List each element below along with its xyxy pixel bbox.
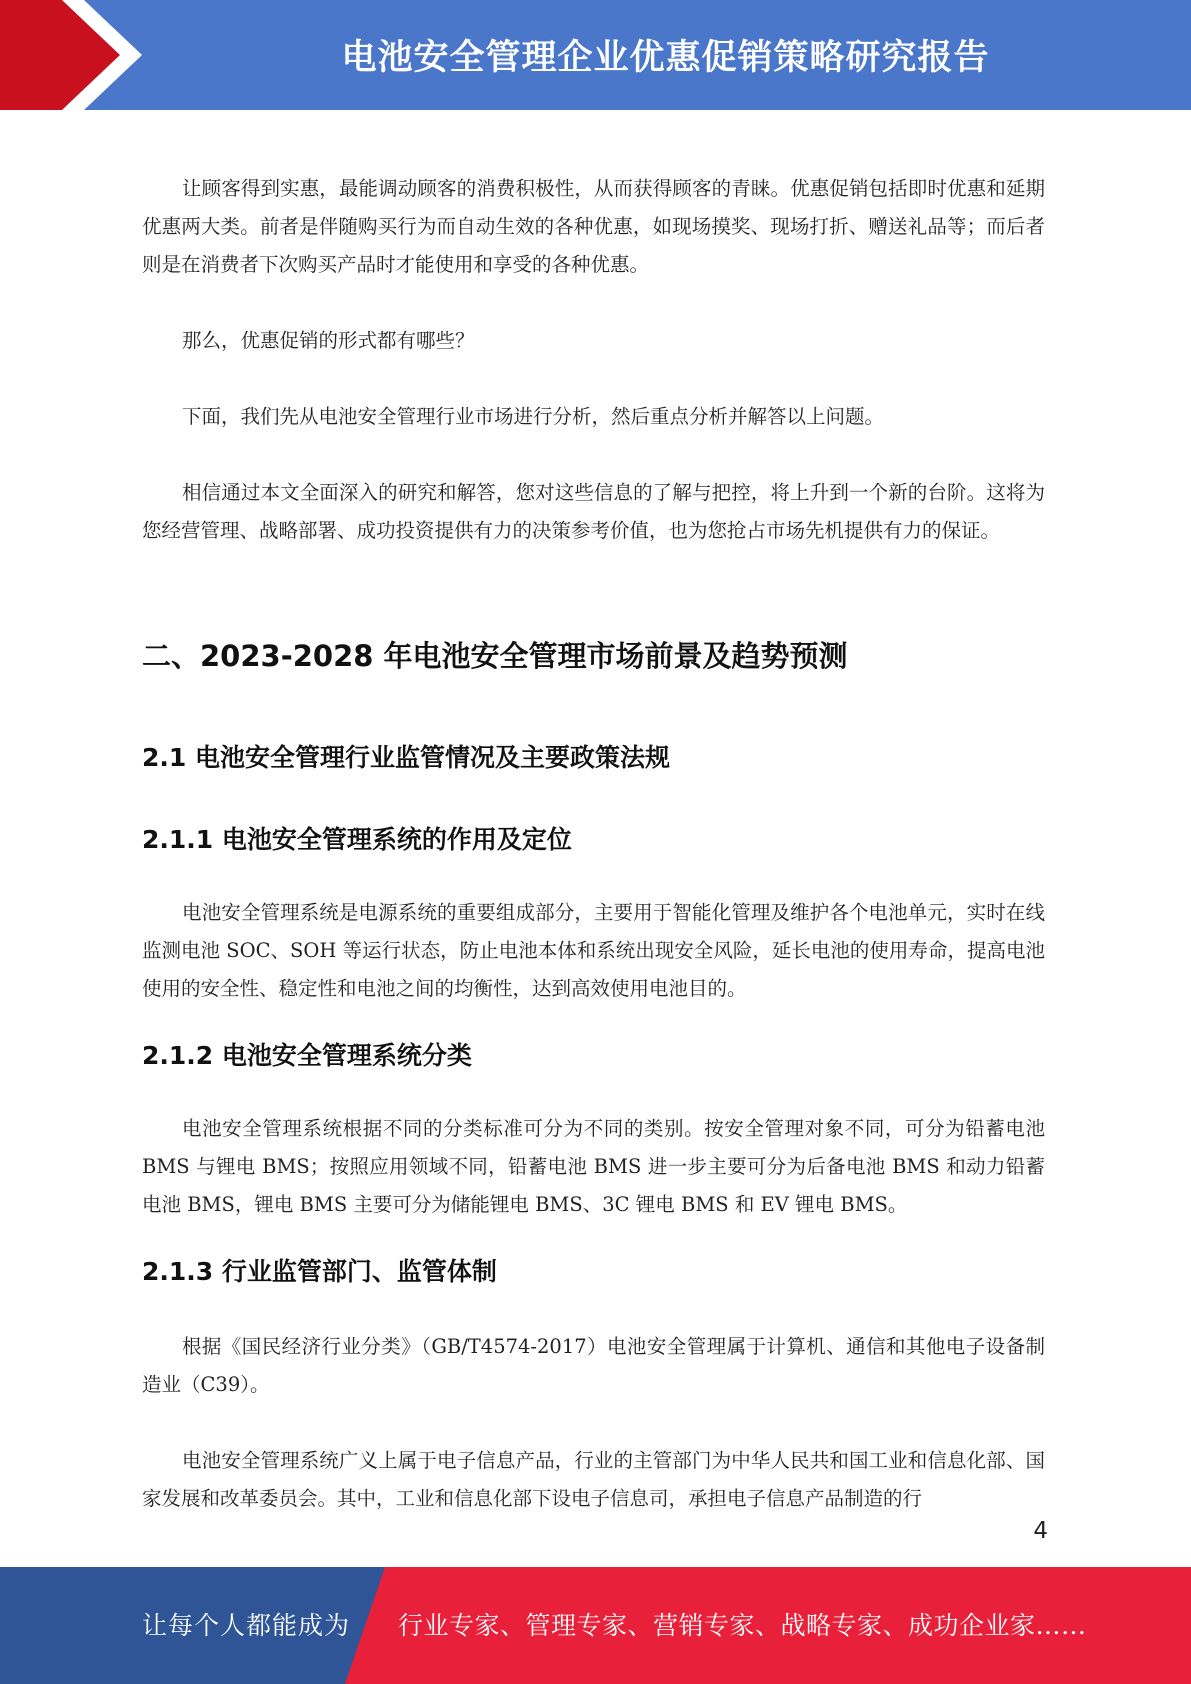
footer-slogan-left: 让每个人都能成为 (142, 1611, 351, 1640)
page-header (0, 0, 1191, 110)
intro-paragraph-2: 那么，优惠促销的形式都有哪些？ (182, 329, 475, 352)
section-2-1-2-heading: 2.1.2 电池安全管理系统分类 (142, 1041, 472, 1070)
section-2-1-heading: 2.1 电池安全管理行业监管情况及主要政策法规 (142, 743, 670, 772)
section-2-1-1-heading: 2.1.1 电池安全管理系统的作用及定位 (142, 825, 572, 854)
section-2-heading: 二、2023-2028 年电池安全管理市场前景及趋势预测 (142, 639, 848, 673)
header-chevron-icon (0, 0, 160, 110)
section-2-1-1-paragraph: 电池安全管理系统是电源系统的重要组成部分，主要用于智能化管理及维护各个电池单元，实时在线监测电池 SOC、SOH 等运行状态，防止电池本体和系统出现安全风险，延长电池的使用寿命，提高电池使用的安全性、稳定性和电池之间的均衡性，达到高效使用电池目的。 (142, 901, 1045, 1000)
section-2-1-2-paragraph: 电池安全管理系统根据不同的分类标准可分为不同的类别。按安全管理对象不同，可分为铅蓄电池 BMS 与锂电 BMS；按照应用领域不同，铅蓄电池 BMS 进一步主要可分为后备电池 BMS 和动力铅蓄电池 BMS，锂电 BMS 主要可分为储能锂电 BMS、3C 锂电 BMS 和 EV 锂电 BMS。 (142, 1117, 1045, 1216)
page-number: 4 (1033, 1518, 1048, 1544)
footer-slogan-right: 行业专家、管理专家、营销专家、战略专家、成功企业家…… (398, 1611, 1087, 1640)
section-2-1-3-paragraph-1: 根据《国民经济行业分类》（GB/T4574-2017）电池安全管理属于计算机、通信和其他电子设备制造业（C39）。 (142, 1335, 1045, 1396)
page-footer (0, 1567, 1191, 1684)
section-2-1-3-paragraph-2: 电池安全管理系统广义上属于电子信息产品，行业的主管部门为中华人民共和国工业和信息化部、国家发展和改革委员会。其中，工业和信息化部下设电子信息司，承担电子信息产品制造的行 (142, 1449, 1045, 1510)
intro-paragraph-4: 相信通过本文全面深入的研究和解答，您对这些信息的了解与把控，将上升到一个新的台阶。这将为您经营管理、战略部署、成功投资提供有力的决策参考价值，也为您抢占市场先机提供有力的保证。 (142, 481, 1045, 542)
report-title: 电池安全管理企业优惠促销策略研究报告 (341, 38, 990, 78)
intro-paragraph-1: 让顾客得到实惠，最能调动顾客的消费积极性，从而获得顾客的青睐。优惠促销包括即时优惠和延期优惠两大类。前者是伴随购买行为而自动生效的各种优惠，如现场摸奖、现场打折、赠送礼品等；而后者则是在消费者下次购买产品时才能使用和享受的各种优惠。 (142, 177, 1045, 276)
section-2-1-3-heading: 2.1.3 行业监管部门、监管体制 (142, 1257, 497, 1286)
intro-paragraph-3: 下面，我们先从电池安全管理行业市场进行分析，然后重点分析并解答以上问题。 (182, 405, 885, 428)
